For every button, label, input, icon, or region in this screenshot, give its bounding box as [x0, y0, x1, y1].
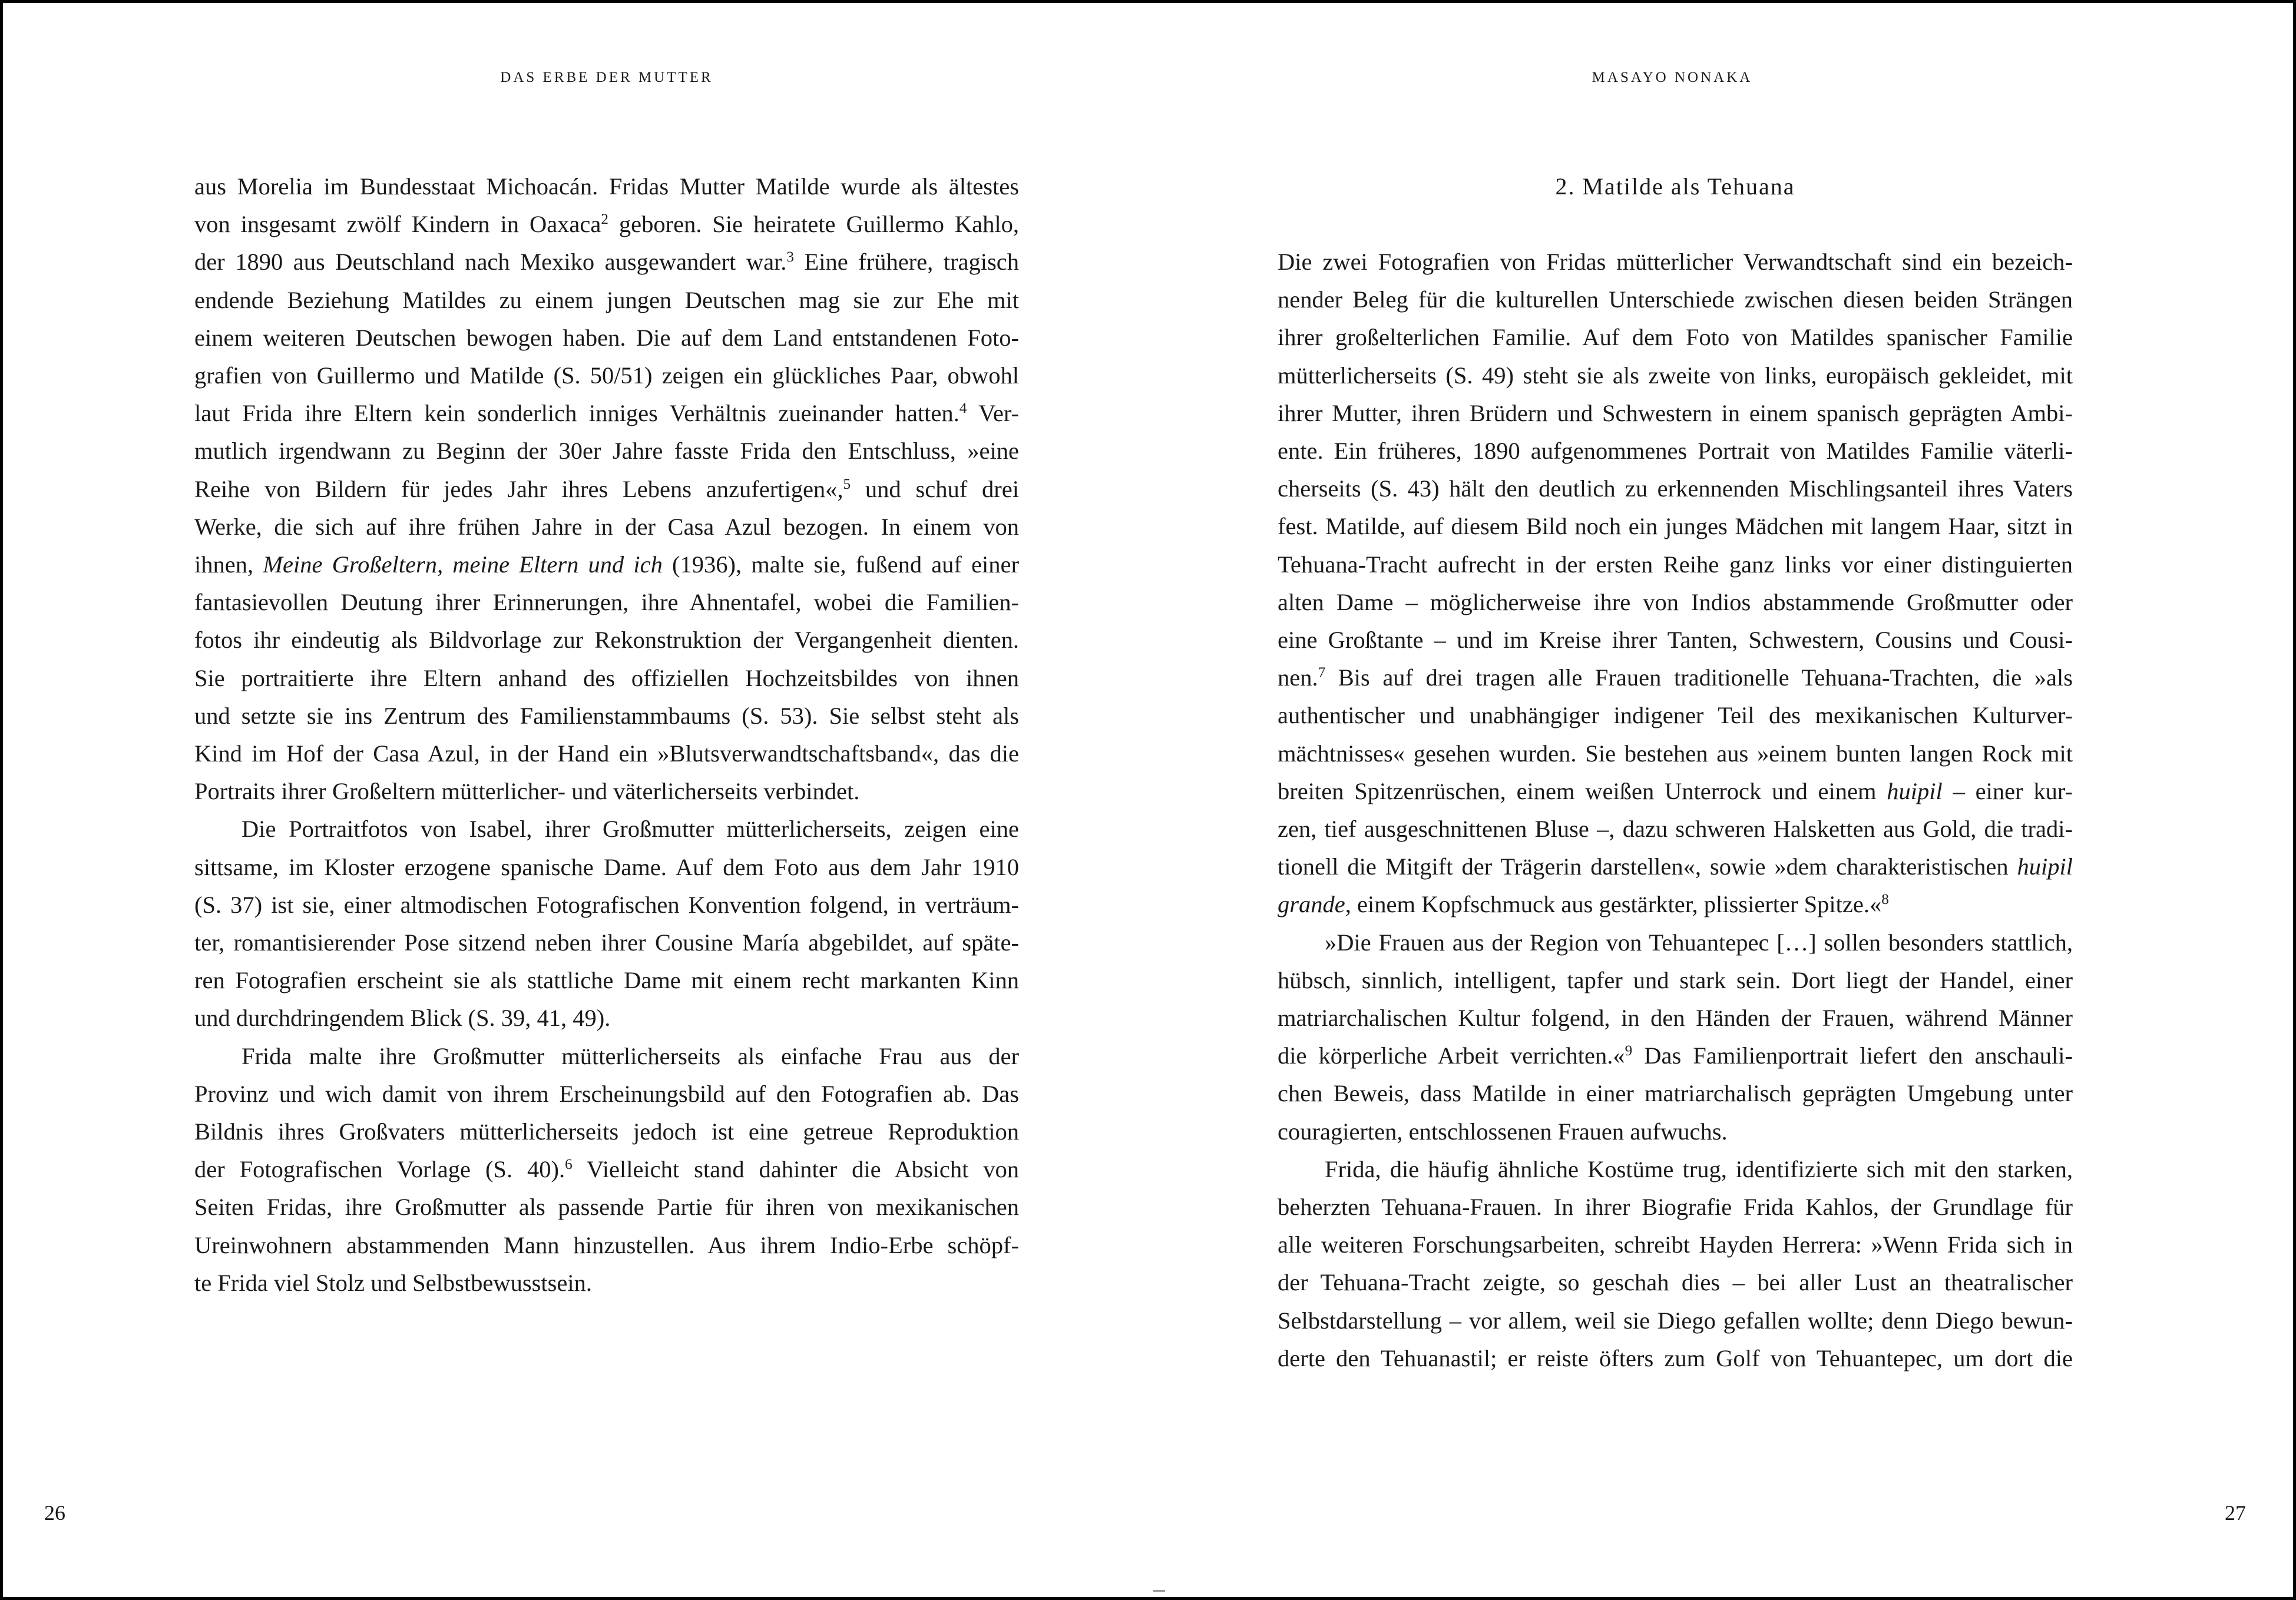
- text-line: [194, 395, 1019, 432]
- text-line: [1278, 621, 2073, 659]
- running-head-left: DAS ERBE DER MUTTER: [500, 69, 713, 85]
- text-line: [1278, 962, 2073, 999]
- text-line: [1278, 886, 2073, 923]
- text-line: [194, 1113, 1019, 1151]
- footnote-ref: 2: [601, 211, 608, 228]
- footnote-ref: 3: [786, 249, 794, 266]
- text-span: sittsame, im Kloster erzogene spanische Dame. Auf dem Foto aus dem Jahr 1910: [194, 853, 1019, 880]
- footnote-ref: 6: [565, 1157, 573, 1173]
- text-line: [194, 243, 1019, 281]
- text-span: der Fotografischen Vorlage (S. 40).: [194, 1156, 565, 1183]
- text-span: und setzte sie ins Zentrum des Familienstammbaums (S. 53). Sie selbst steht als: [194, 702, 1019, 729]
- text-line: [194, 810, 1019, 848]
- text-line: [1278, 1226, 2073, 1264]
- text-line: [194, 999, 1019, 1037]
- text-line: [1278, 281, 2073, 319]
- text-span: und schuf drei: [851, 475, 1019, 502]
- gutter-mark: [1153, 1590, 1165, 1592]
- text-span: Bildnis ihres Großvaters mütterlicherseits jedoch ist eine getreue Reproduktion: [194, 1118, 1019, 1145]
- italic-text: grande: [1278, 891, 1345, 918]
- text-span: ter, romantisierender Pose sitzend neben ihrer Cousine María abgebildet, auf späte-: [194, 929, 1019, 956]
- text-span: endende Beziehung Matildes zu einem jungen Deutschen mag sie zur Ehe mit: [194, 286, 1019, 313]
- text-span: beherzten Tehuana-Frauen. In ihrer Biografie Frida Kahlos, der Grundlage für: [1278, 1194, 2073, 1221]
- text-span: Die zwei Fotografien von Fridas mütterlicher Verwandtschaft sind ein bezeich-: [1278, 249, 2073, 275]
- text-line: [1278, 810, 2073, 848]
- text-line: [1278, 470, 2073, 508]
- text-span: von insgesamt zwölf Kindern in Oaxaca: [194, 211, 601, 238]
- text-line: [1278, 1075, 2073, 1112]
- page-number-left: 26: [44, 1501, 65, 1525]
- text-line: [1278, 432, 2073, 470]
- text-span: Frida malte ihre Großmutter mütterlicherseits als einfache Frau aus der: [241, 1042, 1019, 1069]
- chapter-title: 2. Matilde als Tehuana: [1555, 173, 1795, 200]
- text-span: chen Beweis, dass Matilde in einer matriarchalisch geprägten Umgebung unter: [1278, 1080, 2073, 1107]
- text-span: Frida, die häufig ähnliche Kostüme trug, identifizierte sich mit den starken,: [1325, 1155, 2073, 1182]
- text-span: breiten Spitzenrüschen, einem weißen Unterrock und einem: [1278, 777, 1887, 804]
- text-line: [194, 168, 1019, 206]
- text-line: [1278, 1340, 2073, 1377]
- text-line: [194, 546, 1019, 584]
- left-text-block: [194, 168, 1019, 1302]
- footnote-ref: 7: [1318, 665, 1326, 681]
- text-span: einem weiteren Deutschen bewogen haben. Die auf dem Land entstandenen Foto-: [194, 324, 1019, 351]
- text-span: Selbstdarstellung – vor allem, weil sie Diego gefallen wollte; denn Diego bewun-: [1278, 1307, 2073, 1334]
- text-line: [194, 471, 1019, 508]
- text-span: Das Familienportrait liefert den anschauli-: [1632, 1042, 2073, 1069]
- italic-text: huipil: [1887, 777, 1943, 804]
- text-line: [194, 849, 1019, 886]
- text-span: fest. Matilde, auf diesem Bild noch ein junges Mädchen mit langem Haar, sitzt in: [1278, 513, 2073, 540]
- text-line: [1278, 243, 2073, 281]
- text-span: grafien von Guillermo und Matilde (S. 50/51) zeigen ein glückliches Paar, obwohl: [194, 362, 1019, 389]
- text-line: [1278, 1302, 2073, 1340]
- text-span: nen.: [1278, 664, 1318, 691]
- page-number-right: 27: [2225, 1501, 2246, 1525]
- text-line: [1278, 1151, 2073, 1188]
- text-span: Die Portraitfotos von Isabel, ihrer Großmutter mütterlicherseits, zeigen eine: [241, 816, 1019, 843]
- text-line: [1278, 697, 2073, 734]
- text-line: [194, 621, 1019, 659]
- text-line: [194, 319, 1019, 357]
- text-line: [194, 281, 1019, 319]
- text-span: Sie portraitierte ihre Eltern anhand des offiziellen Hochzeitsbildes von ihnen: [194, 664, 1019, 691]
- text-span: mutlich irgendwann zu Beginn der 30er Jahre fasste Frida den Entschluss, »eine: [194, 438, 1019, 465]
- text-line: [194, 206, 1019, 243]
- text-span: eine Großtante – und im Kreise ihrer Tanten, Schwestern, Cousins und Cousi-: [1278, 627, 2073, 654]
- text-span: nender Beleg für die kulturellen Unterschiede zwischen diesen beiden Strängen: [1278, 286, 2073, 313]
- footnote-ref: 8: [1881, 892, 1889, 908]
- text-span: hübsch, sinnlich, intelligent, tapfer und stark sein. Dort liegt der Handel, einer: [1278, 966, 2073, 993]
- text-line: [194, 697, 1019, 735]
- text-span: Tehuana-Tracht aufrecht in der ersten Reihe ganz links vor einer distinguierten: [1278, 551, 2073, 578]
- text-line: [194, 584, 1019, 621]
- text-line: [194, 962, 1019, 999]
- text-span: Vielleicht stand dahinter die Absicht von: [572, 1156, 1020, 1183]
- text-span: Ureinwohnern abstammenden Mann hinzustellen. Aus ihrem Indio-Erbe schöpf-: [194, 1231, 1019, 1258]
- text-span: »Die Frauen aus der Region von Tehuantepec […] sollen besonders stattlich,: [1325, 929, 2073, 956]
- text-span: Werke, die sich auf ihre frühen Jahre in der Casa Azul bezogen. In einem von: [194, 513, 1019, 540]
- text-line: [194, 773, 1019, 810]
- text-span: Bis auf drei tragen alle Frauen traditionelle Tehuana-Trachten, die »als: [1325, 664, 2073, 691]
- text-line: [1278, 546, 2073, 584]
- text-span: fantasievollen Deutung ihrer Erinnerungen, ihre Ahnentafel, wobei die Familien-: [194, 589, 1019, 616]
- text-line: [194, 1038, 1019, 1075]
- text-span: alten Dame – möglicherweise ihre von Indios abstammende Großmutter oder: [1278, 588, 2073, 615]
- text-span: authentischer und unabhängiger indigener Teil des mexikanischen Kulturver-: [1278, 702, 2073, 729]
- text-line: [194, 1264, 1019, 1302]
- text-line: [194, 1227, 1019, 1264]
- right-text-block: [1278, 168, 2073, 1377]
- text-span: mütterlicherseits (S. 49) steht sie als zweite von links, europäisch gekleidet, mit: [1278, 362, 2073, 389]
- text-span: ren Fotografien erscheint sie als stattliche Dame mit einem recht markanten Kinn: [194, 967, 1019, 994]
- text-line: [1278, 848, 2073, 886]
- text-span: derte den Tehuanastil; er reiste öfters zum Golf von Tehuantepec, um dort die: [1278, 1344, 2073, 1372]
- text-span: mächtnisses« gesehen wurden. Sie bestehen aus »einem bunten langen Rock mit: [1278, 740, 2073, 767]
- text-line: [1278, 357, 2073, 395]
- text-line: [1278, 1264, 2073, 1301]
- text-line: [194, 432, 1019, 470]
- text-span: , einem Kopfschmuck aus gestärkter, plissierter Spitze.«: [1345, 891, 1882, 918]
- text-span: und durchdringendem Blick (S. 39, 41, 49).: [194, 1005, 611, 1032]
- running-head-right: MASAYO NONAKA: [1592, 69, 1753, 85]
- text-span: ihrer großelterlichen Familie. Auf dem Foto von Matildes spanischer Familie: [1278, 324, 2073, 351]
- text-span: – einer kur-: [1942, 777, 2073, 804]
- text-line: [194, 357, 1019, 395]
- text-span: Reihe von Bildern für jedes Jahr ihres Lebens anzufertigen«,: [194, 475, 843, 502]
- text-line: [1278, 924, 2073, 962]
- text-line: [1278, 735, 2073, 773]
- text-span: der 1890 aus Deutschland nach Mexiko ausgewandert war.: [194, 249, 787, 276]
- text-line: [1278, 395, 2073, 432]
- text-line: [194, 660, 1019, 697]
- text-span: cherseits (S. 43) hält den deutlich zu erkennenden Mischlingsanteil ihres Vaters: [1278, 475, 2073, 502]
- text-span: te Frida viel Stolz und Selbstbewusstsein.: [194, 1269, 592, 1296]
- text-span: Kind im Hof der Casa Azul, in der Hand ein »Blutsverwandtschaftsband«, das die: [194, 740, 1019, 767]
- text-span: zen, tief ausgeschnittenen Bluse –, dazu schweren Halsketten aus Gold, die tradi-: [1278, 816, 2073, 843]
- text-span: ihrer Mutter, ihren Brüdern und Schwestern in einem spanisch geprägten Ambi-: [1278, 399, 2073, 426]
- text-line: [1278, 1188, 2073, 1226]
- text-span: ente. Ein früheres, 1890 aufgenommenes Portrait von Matildes Familie väterli-: [1278, 438, 2073, 465]
- text-span: (1936), malte sie, fußend auf einer: [662, 551, 1019, 578]
- text-span: couragierten, entschlossenen Frauen aufwuchs.: [1278, 1118, 1728, 1145]
- text-line: [194, 886, 1019, 924]
- text-line: [194, 1151, 1019, 1188]
- text-span: Portraits ihrer Großeltern mütterlicher- und väterlicherseits verbindet.: [194, 778, 860, 805]
- footnote-ref: 4: [959, 400, 967, 417]
- text-span: tionell die Mitgift der Trägerin darstellen«, sowie »dem charakteristischen: [1278, 853, 2017, 880]
- text-line: [1278, 319, 2073, 356]
- text-span: fotos ihr eindeutig als Bildvorlage zur Rekonstruktion der Vergangenheit dienten.: [194, 627, 1019, 654]
- text-span: matriarchalischen Kultur folgend, in den Händen der Frauen, während Männer: [1278, 1005, 2073, 1032]
- text-span: Seiten Fridas, ihre Großmutter als passende Partie für ihren von mexikanischen: [194, 1194, 1019, 1221]
- text-line: [1278, 1113, 2073, 1151]
- text-line: [194, 1188, 1019, 1226]
- text-line: [1278, 659, 2073, 697]
- text-span: laut Frida ihre Eltern kein sonderlich inniges Verhältnis zueinander hatten.: [194, 400, 960, 427]
- right-page: [1148, 0, 2296, 1600]
- footnote-ref: 9: [1625, 1043, 1633, 1059]
- text-line: [1278, 584, 2073, 621]
- text-span: die körperliche Arbeit verrichten.«: [1278, 1042, 1625, 1069]
- text-line: [1278, 999, 2073, 1037]
- text-span: Eine frühere, tragisch: [793, 249, 1019, 276]
- text-line: [1278, 773, 2073, 810]
- text-span: alle weiteren Forschungsarbeiten, schreibt Hayden Herrera: »Wenn Frida sich in: [1278, 1231, 2073, 1258]
- text-span: Provinz und wich damit von ihrem Erscheinungsbild auf den Fotografien ab. Das: [194, 1080, 1019, 1107]
- text-line: [194, 735, 1019, 773]
- text-line: [1278, 508, 2073, 545]
- text-span: aus Morelia im Bundesstaat Michoacán. Fridas Mutter Matilde wurde als ältestes: [194, 173, 1019, 200]
- text-line: [194, 924, 1019, 962]
- text-span: der Tehuana-Tracht zeigte, so geschah dies – bei aller Lust an theatralischer: [1278, 1269, 2073, 1296]
- footnote-ref: 5: [843, 476, 851, 492]
- italic-text: huipil: [2017, 853, 2073, 880]
- text-span: geboren. Sie heiratete Guillermo Kahlo,: [608, 211, 1019, 238]
- text-line: [194, 508, 1019, 546]
- italic-text: Meine Großeltern, meine Eltern und ich: [263, 551, 663, 578]
- text-line: [1278, 1037, 2073, 1075]
- text-span: ihnen,: [194, 551, 263, 578]
- text-span: (S. 37) ist sie, einer altmodischen Fotografischen Konvention folgend, in verträum-: [194, 891, 1019, 918]
- text-span: Ver-: [967, 400, 1019, 427]
- text-line: [194, 1075, 1019, 1113]
